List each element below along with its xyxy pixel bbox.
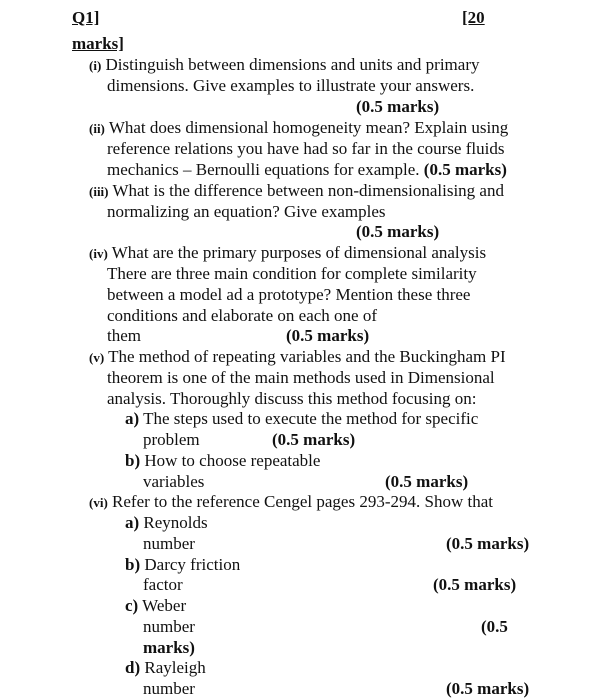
item-vi-a-line-1 <box>125 512 208 533</box>
item-v-a-text-2: problem <box>143 430 200 449</box>
item-iv-number: (iv) <box>89 246 108 261</box>
item-vi-line-1 <box>89 491 493 513</box>
question-label: Q1] <box>72 8 100 27</box>
item-v-text-2: theorem is one of the main methods used in Dimensional <box>107 368 495 387</box>
item-vi-text-1: Refer to the reference Cengel pages 293-294. Show that <box>112 492 493 511</box>
item-iv-text-4: conditions and elaborate on each one of <box>107 306 378 325</box>
item-v-line-1 <box>89 346 506 368</box>
item-ii-text-3: mechanics – Bernoulli equations for example. <box>107 160 420 179</box>
item-iv-marks: (0.5 marks) <box>286 326 370 345</box>
item-v-text-1: The method of repeating variables and the Buckingham PI <box>108 347 506 366</box>
item-v-a-text-1: The steps used to execute the method for specific <box>143 409 479 428</box>
item-i-line-1 <box>89 54 479 76</box>
total-marks-close: marks] <box>72 34 124 53</box>
item-iv-text-3: between a model ad a prototype? Mention these three <box>107 285 471 304</box>
item-vi-c-label: c) <box>125 596 139 615</box>
item-vi-d-label: d) <box>125 658 141 677</box>
item-v-text-3: analysis. Thoroughly discuss this method focusing on: <box>107 389 477 408</box>
item-vi-c-marks-part-1: (0.5 <box>481 617 508 636</box>
item-vi-d-marks: (0.5 marks) <box>446 679 530 698</box>
item-iii-line-1 <box>89 180 504 202</box>
item-vi-b-text-1: Darcy friction <box>144 555 241 574</box>
item-i-text-1: Distinguish between dimensions and units and primary <box>105 55 480 74</box>
item-vi-d-text-2: number <box>143 679 195 698</box>
item-v-number: (v) <box>89 350 105 365</box>
item-v-b-line-1 <box>125 450 320 471</box>
item-v-b-label: b) <box>125 451 141 470</box>
item-vi-c-marks-part-2: marks) <box>143 638 195 657</box>
item-ii-text-2: reference relations you have had so far in the course fluids <box>107 139 505 158</box>
item-vi-d-line-1 <box>125 657 206 678</box>
item-vi-a-text-1: Reynolds <box>143 513 208 532</box>
item-i-text-2: dimensions. Give examples to illustrate your answers. <box>107 76 475 95</box>
item-iii-text-2: normalizing an equation? Give examples <box>107 202 386 221</box>
item-iv-text-5: them <box>107 326 141 345</box>
item-ii-line-3 <box>107 159 507 180</box>
item-vi-b-line-1 <box>125 554 240 575</box>
item-iv-text-2: There are three main condition for complete similarity <box>107 264 477 283</box>
item-v-a-label: a) <box>125 409 140 428</box>
item-iii-text-1: What is the difference between non-dimensionalising and <box>112 181 504 200</box>
item-ii-number: (ii) <box>89 121 105 136</box>
item-ii-text-1: What does dimensional homogeneity mean? Explain using <box>108 118 509 137</box>
item-iii-number: (iii) <box>89 184 109 199</box>
item-ii-line-1 <box>89 117 508 139</box>
item-vi-number: (vi) <box>89 495 108 510</box>
item-vi-a-text-2: number <box>143 534 195 553</box>
item-iv-line-1 <box>89 242 486 264</box>
item-i-number: (i) <box>89 58 102 73</box>
item-iv-text-1: What are the primary purposes of dimensional analysis <box>111 243 487 262</box>
item-ii-marks: (0.5 marks) <box>423 160 507 179</box>
item-vi-b-text-2: factor <box>143 575 183 594</box>
item-vi-c-line-1 <box>125 595 186 616</box>
item-v-b-marks: (0.5 marks) <box>385 472 469 491</box>
item-v-b-text-2: variables <box>143 472 205 491</box>
total-marks-open: [20 <box>462 8 485 27</box>
item-v-b-text-1: How to choose repeatable <box>144 451 321 470</box>
item-i-marks: (0.5 marks) <box>356 97 440 116</box>
item-vi-b-label: b) <box>125 555 141 574</box>
item-iii-marks: (0.5 marks) <box>356 222 440 241</box>
item-vi-b-marks: (0.5 marks) <box>433 575 517 594</box>
item-vi-a-label: a) <box>125 513 140 532</box>
item-v-a-marks: (0.5 marks) <box>272 430 356 449</box>
item-vi-a-marks: (0.5 marks) <box>446 534 530 553</box>
item-vi-c-text-2: number <box>143 617 195 636</box>
item-vi-c-text-1: Weber <box>142 596 187 615</box>
item-v-a-line-1 <box>125 408 478 429</box>
item-vi-d-text-1: Rayleigh <box>144 658 206 677</box>
